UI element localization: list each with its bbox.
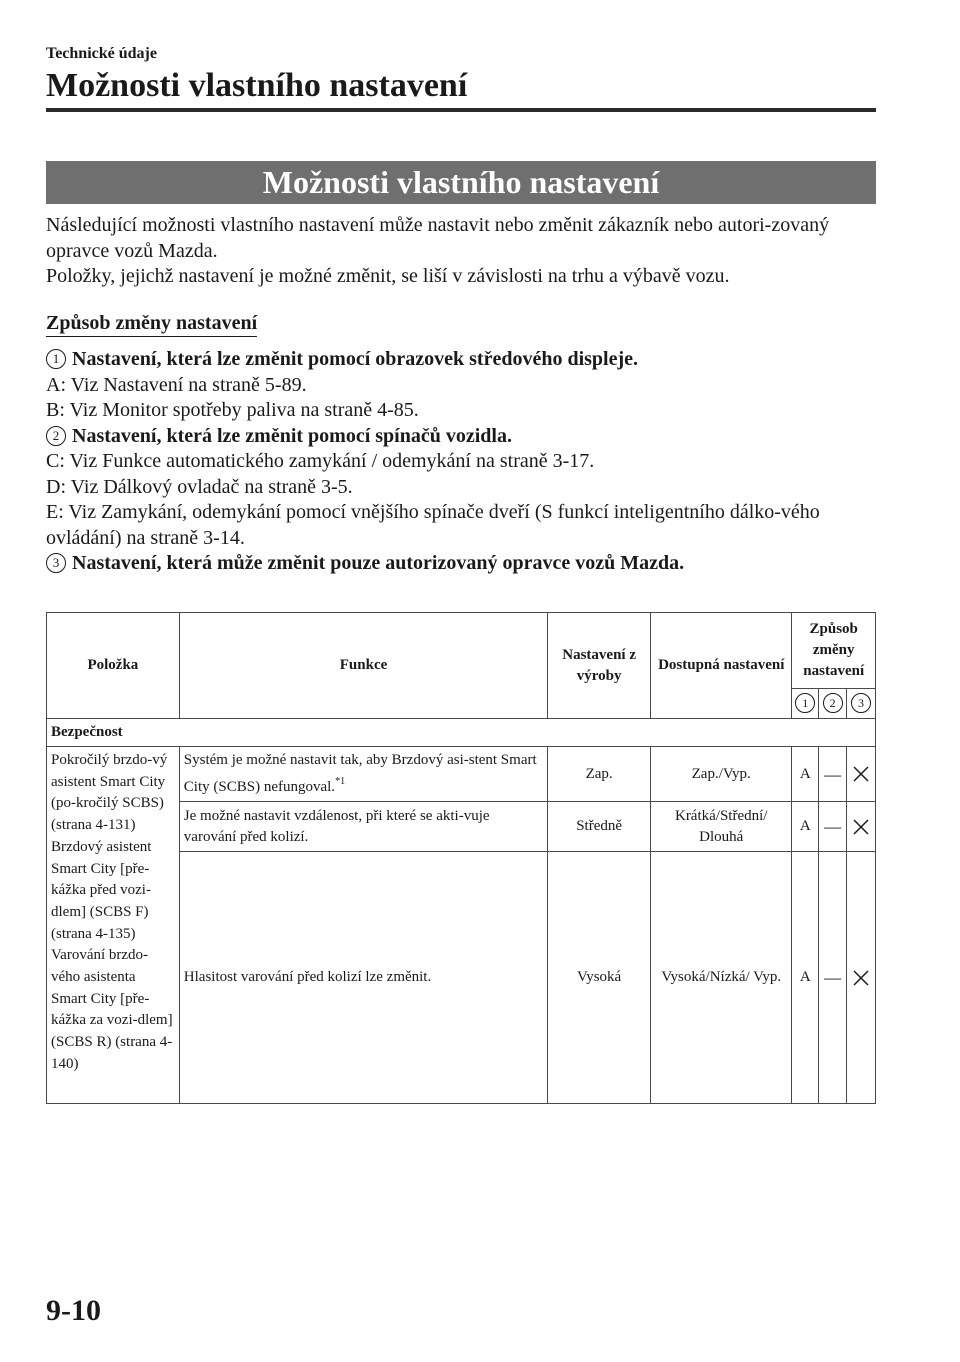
function-cell: Je možné nastavit vzdálenost, při které se akti-vuje varování před kolizí. [179, 802, 547, 852]
circled-number-3-icon: 3 [46, 553, 66, 573]
available-cell: Zap./Vyp. [651, 747, 792, 802]
method-2-cell: — [819, 802, 847, 852]
category-row: Bezpečnost [47, 719, 876, 747]
header-factory: Nastavení z výroby [548, 613, 651, 719]
method-2 [46, 424, 876, 450]
ref-d: D: Viz Dálkový ovladač na straně 3-5. [46, 475, 353, 498]
section-label: Technické údaje [46, 45, 157, 62]
method-3-cell [847, 852, 876, 1104]
circled-number-1-icon: 1 [795, 693, 815, 713]
cross-icon [852, 818, 870, 836]
method-1-cell: A [792, 802, 819, 852]
method-1 [46, 347, 876, 373]
item-cell: Pokročilý brzdo-vý asistent Smart City (po-kročilý SCBS) (strana 4-131) Brzdový asistent Smart City [pře-kážka před vozi-dlem] (SCBS F) (strana 4-135) Varování brzdo-vého asistenta Smart City [pře-kážka za vozi-dlem] (SCBS R) (strana 4-140) [47, 747, 180, 1104]
method-list [46, 347, 876, 577]
method-3-cell [847, 747, 876, 802]
factory-cell: Vysoká [548, 852, 651, 1104]
method-2-cell: — [819, 747, 847, 802]
footnote-marker: *1 [335, 776, 346, 787]
header-method: Způsob změny nastavení [792, 613, 876, 689]
method-heading: Způsob změny nastavení [46, 311, 257, 337]
header-function: Funkce [179, 613, 547, 719]
page-title: Možnosti vlastního nastavení [46, 67, 468, 104]
circled-number-1-icon: 1 [46, 349, 66, 369]
ref-e: E: Viz Zamykání, odemykání pomocí vnějšího spínače dveří (S funkcí inteligentního dálko-vého ovládání) na straně 3-14. [46, 501, 820, 549]
function-cell: Hlasitost varování před kolizí lze změnit. [179, 852, 547, 1104]
table-row [47, 747, 876, 802]
method-1-title: Nastavení, která lze změnit pomocí obrazovek středového displeje. [72, 348, 639, 370]
ref-c: C: Viz Funkce automatického zamykání / odemykání na straně 3-17. [46, 450, 595, 472]
header-mark-2 [819, 689, 847, 719]
header-mark-3 [847, 689, 876, 719]
circled-number-3-icon: 3 [851, 693, 871, 713]
ref-a: A: Viz Nastavení na straně 5-89. [46, 373, 307, 396]
header-divider [46, 108, 876, 112]
circled-number-2-icon: 2 [823, 693, 843, 713]
method-2-cell: — [819, 852, 847, 1104]
available-cell: Krátká/Střední/ Dlouhá [651, 802, 792, 852]
page-header [46, 44, 876, 106]
ref-b: B: Viz Monitor spotřeby paliva na straně 4-85. [46, 399, 419, 421]
header-item: Položka [47, 613, 180, 719]
settings-table [46, 612, 876, 1104]
cross-icon [852, 765, 870, 783]
method-3 [46, 551, 876, 577]
header-available: Dostupná nastavení [651, 613, 792, 719]
method-1-cell: A [792, 852, 819, 1104]
section-banner: Možnosti vlastního nastavení [46, 161, 876, 204]
intro-paragraph-2: Položky, jejichž nastavení je možné změnit, se liší v závislosti na trhu a výbavě vozu. [46, 265, 730, 287]
intro-paragraph-1: Následující možnosti vlastního nastavení může nastavit nebo změnit zákazník nebo autori-zovaný opravce vozů Mazda. [46, 214, 830, 262]
function-cell: Systém je možné nastavit tak, aby Brzdový asi-stent Smart City (SCBS) nefungoval.$^{*1}$ [179, 747, 547, 802]
available-cell: Vysoká/Nízká/ Vyp. [651, 852, 792, 1104]
factory-cell: Středně [548, 802, 651, 852]
intro-text [46, 213, 876, 290]
method-3-title: Nastavení, která může změnit pouze autorizovaný opravce vozů Mazda. [72, 552, 685, 574]
header-mark-1 [792, 689, 819, 719]
circled-number-2-icon: 2 [46, 426, 66, 446]
method-3-cell [847, 802, 876, 852]
method-2-title: Nastavení, která lze změnit pomocí spínačů vozidla. [72, 424, 512, 447]
page-number: 9-10 [46, 1294, 101, 1327]
factory-cell: Zap. [548, 747, 651, 802]
cross-icon [852, 969, 870, 987]
method-1-cell: A [792, 747, 819, 802]
